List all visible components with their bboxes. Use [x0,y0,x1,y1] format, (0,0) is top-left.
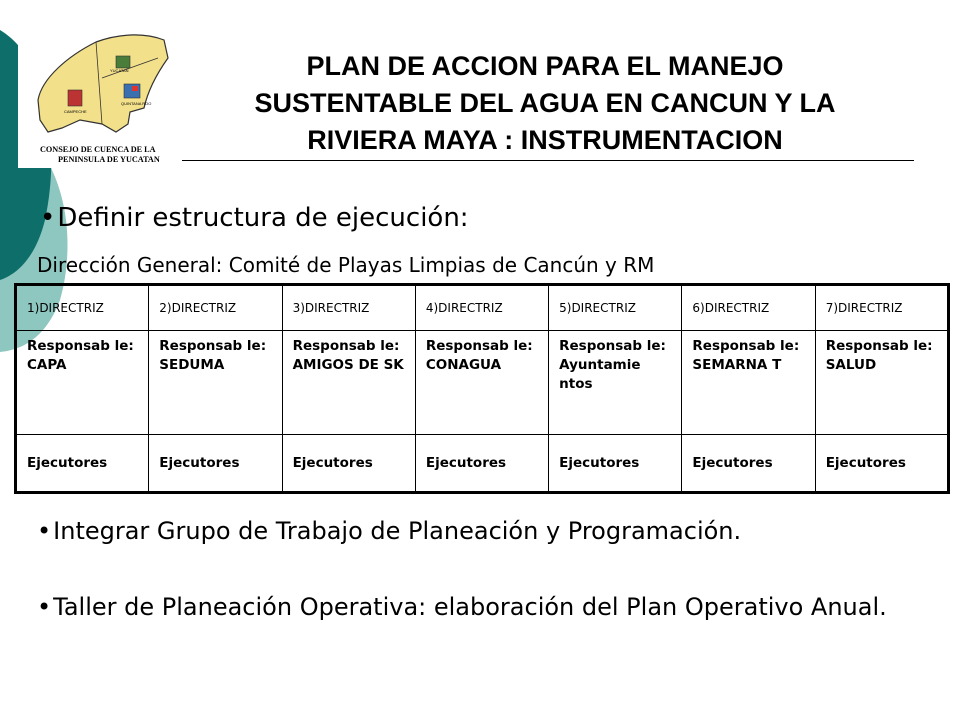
logo-caption-line1: CONSEJO DE CUENCA DE LA [40,145,156,154]
bullet-glyph: • [37,593,52,621]
bullet-text: Taller de Planeación Operativa: elaboración del Plan Operativo Anual. [53,593,887,621]
responsable-cell: Responsab le: SEDUMA [149,331,282,435]
state-label: YUCATAN [110,68,129,73]
consejo-logo [18,28,176,168]
header-cell: 4)DIRECTRIZ [415,285,548,331]
ejecutores-cell: Ejecutores [815,435,948,493]
bullet-item [37,590,915,624]
responsable-cell: Responsab le: SEMARNA T [682,331,815,435]
bullet-glyph: • [37,517,52,545]
ejecutores-cell: Ejecutores [149,435,282,493]
responsable-cell: Responsab le: Ayuntamie ntos [549,331,682,435]
title-line: RIVIERA MAYA : INSTRUMENTACION [307,125,783,155]
bullet-heading [40,203,469,233]
ejecutores-row [16,435,949,493]
title-line: PLAN DE ACCION PARA EL MANEJO [306,51,784,81]
header-cell: 5)DIRECTRIZ [549,285,682,331]
responsable-cell: Responsab le: CONAGUA [415,331,548,435]
table-header-row [16,285,949,331]
ejecutores-cell: Ejecutores [415,435,548,493]
responsable-cell: Responsab le: CAPA [16,331,149,435]
title-line: SUSTENTABLE DEL AGUA EN CANCUN Y LA [254,88,836,118]
responsable-cell: Responsab le: AMIGOS DE SK [282,331,415,435]
bullet-item [37,514,915,548]
responsables-row [16,331,949,435]
header-cell: 7)DIRECTRIZ [815,285,948,331]
header-cell: 6)DIRECTRIZ [682,285,815,331]
header-cell: 2)DIRECTRIZ [149,285,282,331]
logo-caption-line2: PENINSULA DE YUCATAN [58,155,160,164]
page-title [200,48,890,159]
state-label: CAMPECHE [64,109,87,114]
responsable-cell: Responsab le: SALUD [815,331,948,435]
directrices-table [14,283,950,494]
bullet-text: Integrar Grupo de Trabajo de Planeación y Programación. [53,517,742,545]
header-cell: 3)DIRECTRIZ [282,285,415,331]
state-label: QUINTANA ROO [121,101,152,106]
bullet-glyph: • [40,203,56,233]
ejecutores-cell: Ejecutores [682,435,815,493]
heading-text: Definir estructura de ejecución: [57,203,469,233]
header-cell: 1)DIRECTRIZ [16,285,149,331]
title-divider [182,160,914,161]
direccion-general: Dirección General: Comité de Playas Limpias de Cancún y RM [37,253,655,277]
ejecutores-cell: Ejecutores [282,435,415,493]
ejecutores-cell: Ejecutores [16,435,149,493]
ejecutores-cell: Ejecutores [549,435,682,493]
